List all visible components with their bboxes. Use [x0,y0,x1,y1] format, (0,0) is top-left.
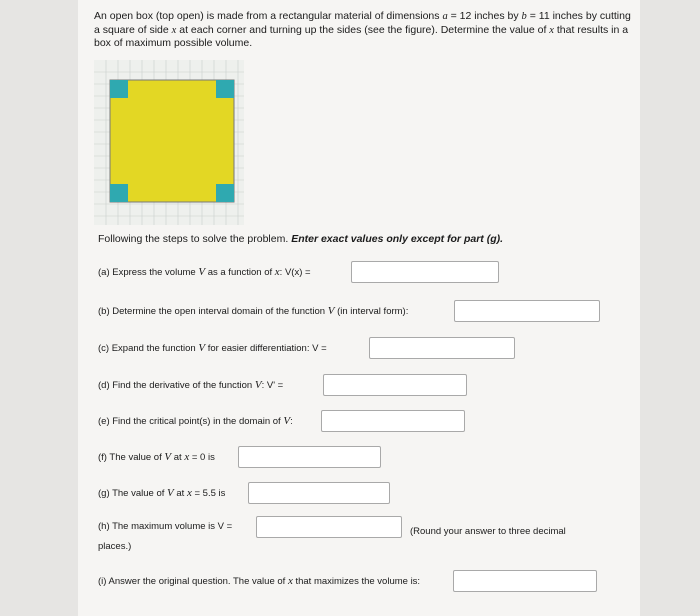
material-sheet [110,80,234,202]
question-e: (e) Find the critical point(s) in the domain of V: [98,415,293,427]
corner-square [110,80,128,98]
answer-input-d[interactable] [323,374,467,396]
question-d: (d) Find the derivative of the function V: V' = [98,379,284,391]
problem-statement: An open box (top open) is made from a rectangular material of dimensions a = 12 inches by b = 11 inches by cutting a square of side x at each corner and turning up the sides (see the figure). Determine the value of x that results in a box of maximum possible volume. [94,10,631,49]
question-a: (a) Express the volume V as a function of x: V(x) = [98,266,311,278]
question-c: (c) Expand the function V for easier differentiation: V = [98,342,327,354]
rounding-note-continued: places.) [98,541,132,552]
corner-square [216,80,234,98]
answer-input-a[interactable] [351,261,499,283]
question-g: (g) The value of V at x = 5.5 is [98,487,226,499]
steps-instructions: Following the steps to solve the problem. Enter exact values only except for part (g). [98,233,504,245]
question-i: (i) Answer the original question. The value of x that maximizes the volume is: [98,575,421,587]
corner-square [110,184,128,202]
corner-square [216,184,234,202]
box-figure [94,60,244,225]
answer-input-f[interactable] [238,446,381,468]
answer-input-h[interactable] [256,516,402,538]
question-b: (b) Determine the open interval domain of the function V (in interval form): [98,305,409,317]
answer-input-e[interactable] [321,410,465,432]
answer-input-b[interactable] [454,300,600,322]
answer-input-c[interactable] [369,337,515,359]
question-f: (f) The value of V at x = 0 is [98,451,215,463]
question-h: (h) The maximum volume is V = [98,521,233,532]
answer-input-i[interactable] [453,570,597,592]
rounding-note: (Round your answer to three decimal [410,526,566,537]
answer-input-g[interactable] [248,482,390,504]
